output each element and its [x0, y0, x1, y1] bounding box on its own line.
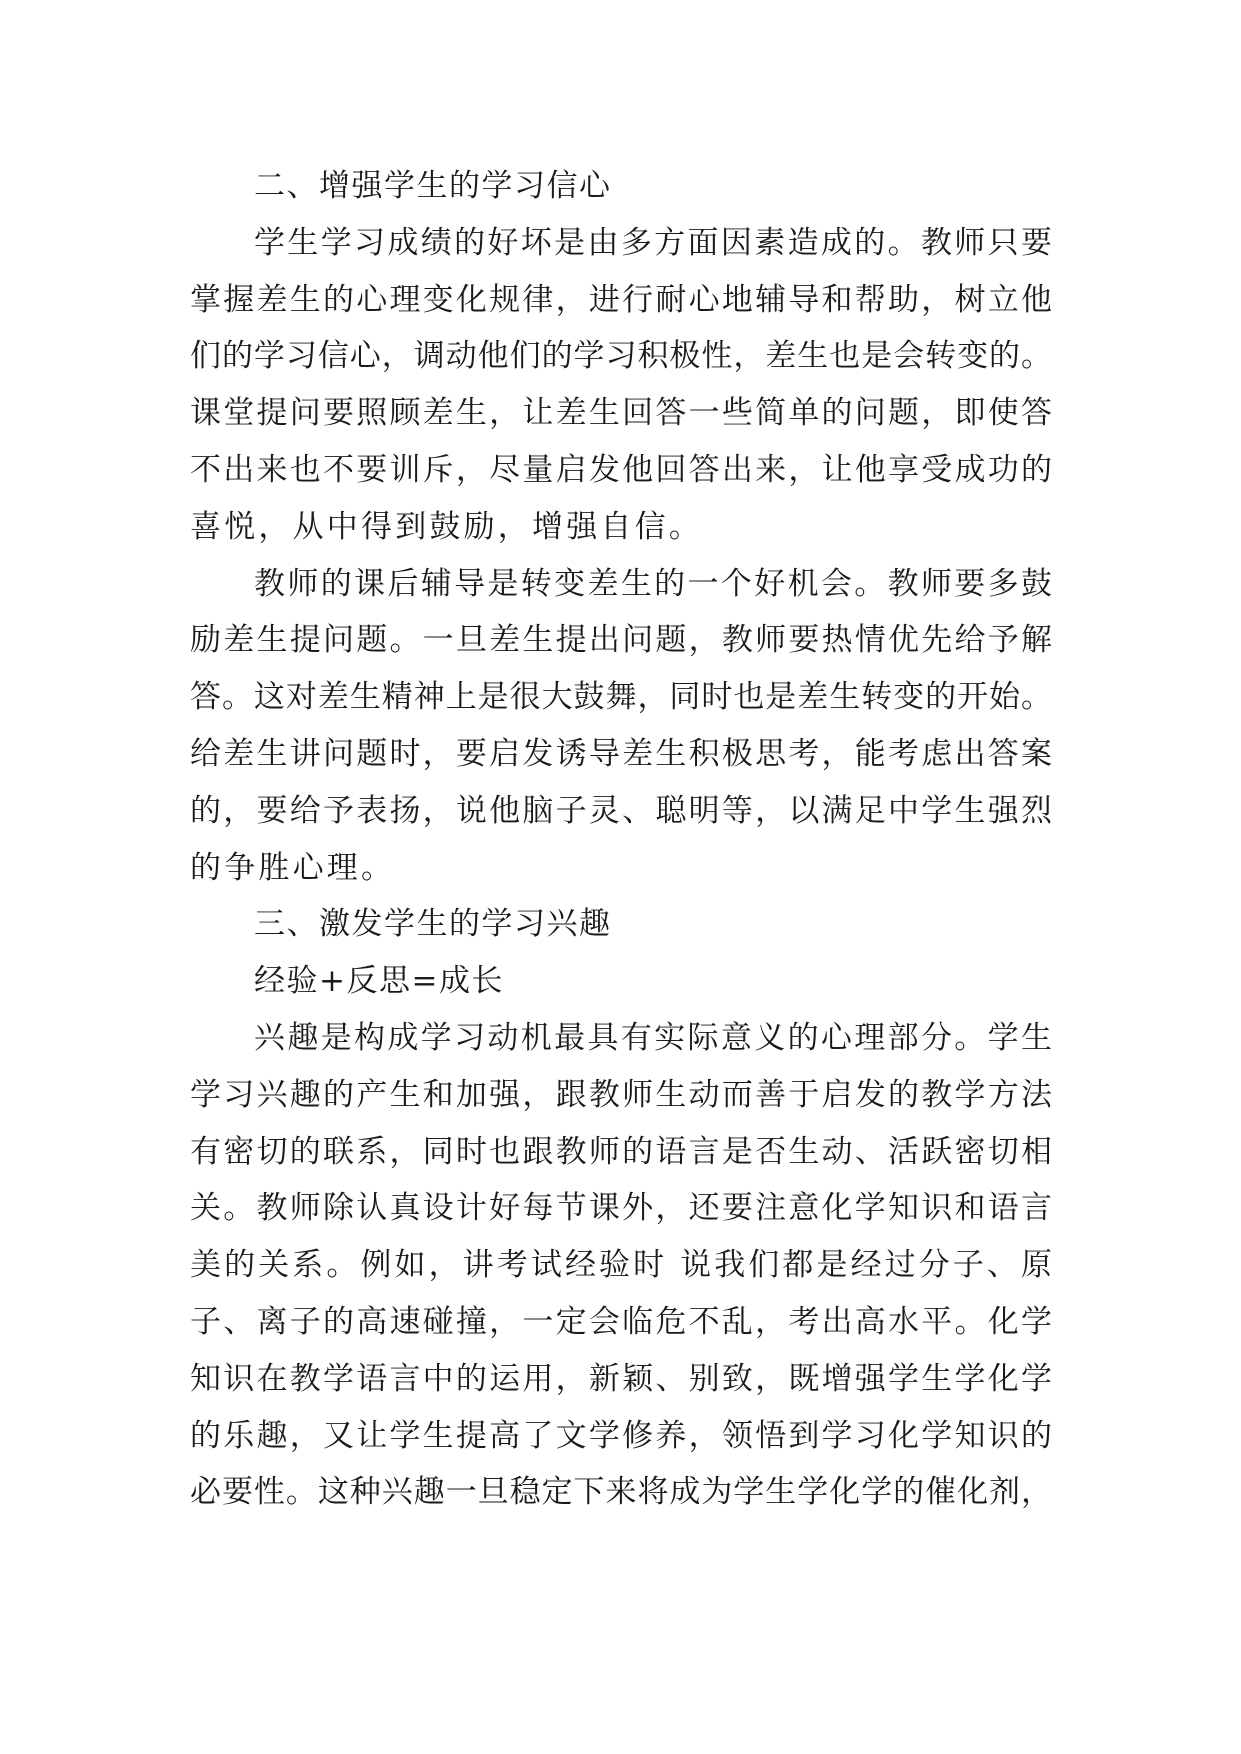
paragraph-3-line-1: 兴趣是构成学习动机最具有实际意义的心理部分。学生: [254, 1019, 1052, 1056]
paragraph-3-line-2: 学习兴趣的产生和加强，跟教师生动而善于启发的教学方法: [190, 1076, 1052, 1113]
paragraph-1-line-2: 掌握差生的心理变化规律，进行耐心地辅导和帮助，树立他: [190, 281, 1052, 318]
section-heading-3: 三、激发学生的学习兴趣: [254, 906, 612, 943]
paragraph-1-line-5: 不出来也不要训斥，尽量启发他回答出来，让他享受成功的: [190, 451, 1052, 488]
paragraph-3-line-3: 有密切的联系，同时也跟教师的语言是否生动、活跃密切相: [190, 1133, 1052, 1170]
paragraph-1-line-6: 喜悦，从中得到鼓励，增强自信。: [190, 508, 703, 545]
paragraph-1-line-1: 学生学习成绩的好坏是由多方面因素造成的。教师只要: [254, 224, 1052, 261]
paragraph-3-line-6: 子、离子的高速碰撞，一定会临危不乱，考出高水平。化学: [190, 1303, 1052, 1340]
paragraph-3-line-9: 必要性。这种兴趣一旦稳定下来将成为学生学化学的催化剂，: [190, 1474, 1052, 1511]
paragraph-2-line-1: 教师的课后辅导是转变差生的一个好机会。教师要多鼓: [254, 565, 1052, 602]
subheading: 经验+反思=成长: [254, 963, 504, 1000]
section-heading-2: 二、增强学生的学习信心: [254, 168, 612, 204]
paragraph-3-line-7: 知识在教学语言中的运用，新颖、别致，既增强学生学化学: [190, 1360, 1052, 1397]
paragraph-2-line-2: 励差生提问题。一旦差生提出问题，教师要热情优先给予解: [190, 622, 1052, 659]
paragraph-3-line-8: 的乐趣，又让学生提高了文学修养，领悟到学习化学知识的: [190, 1417, 1052, 1454]
paragraph-3-line-5: 美的关系。例如，讲考试经验时 说我们都是经过分子、原: [190, 1247, 1052, 1284]
paragraph-1-line-3: 们的学习信心，调动他们的学习积极性，差生也是会转变的。: [190, 338, 1052, 375]
paragraph-2-line-6: 的争胜心理。: [190, 849, 396, 886]
paragraph-2-line-3: 答。这对差生精神上是很大鼓舞，同时也是差生转变的开始。: [190, 679, 1052, 716]
paragraph-1-line-4: 课堂提问要照顾差生，让差生回答一些简单的问题，即使答: [190, 395, 1052, 432]
paragraph-2-line-4: 给差生讲问题时，要启发诱导差生积极思考，能考虑出答案: [190, 735, 1052, 772]
paragraph-3-line-4: 关。教师除认真设计好每节课外，还要注意化学知识和语言: [190, 1190, 1052, 1227]
document-page: [190, 158, 1052, 1521]
paragraph-2-line-5: 的，要给予表扬，说他脑子灵、聪明等，以满足中学生强烈: [190, 792, 1052, 829]
